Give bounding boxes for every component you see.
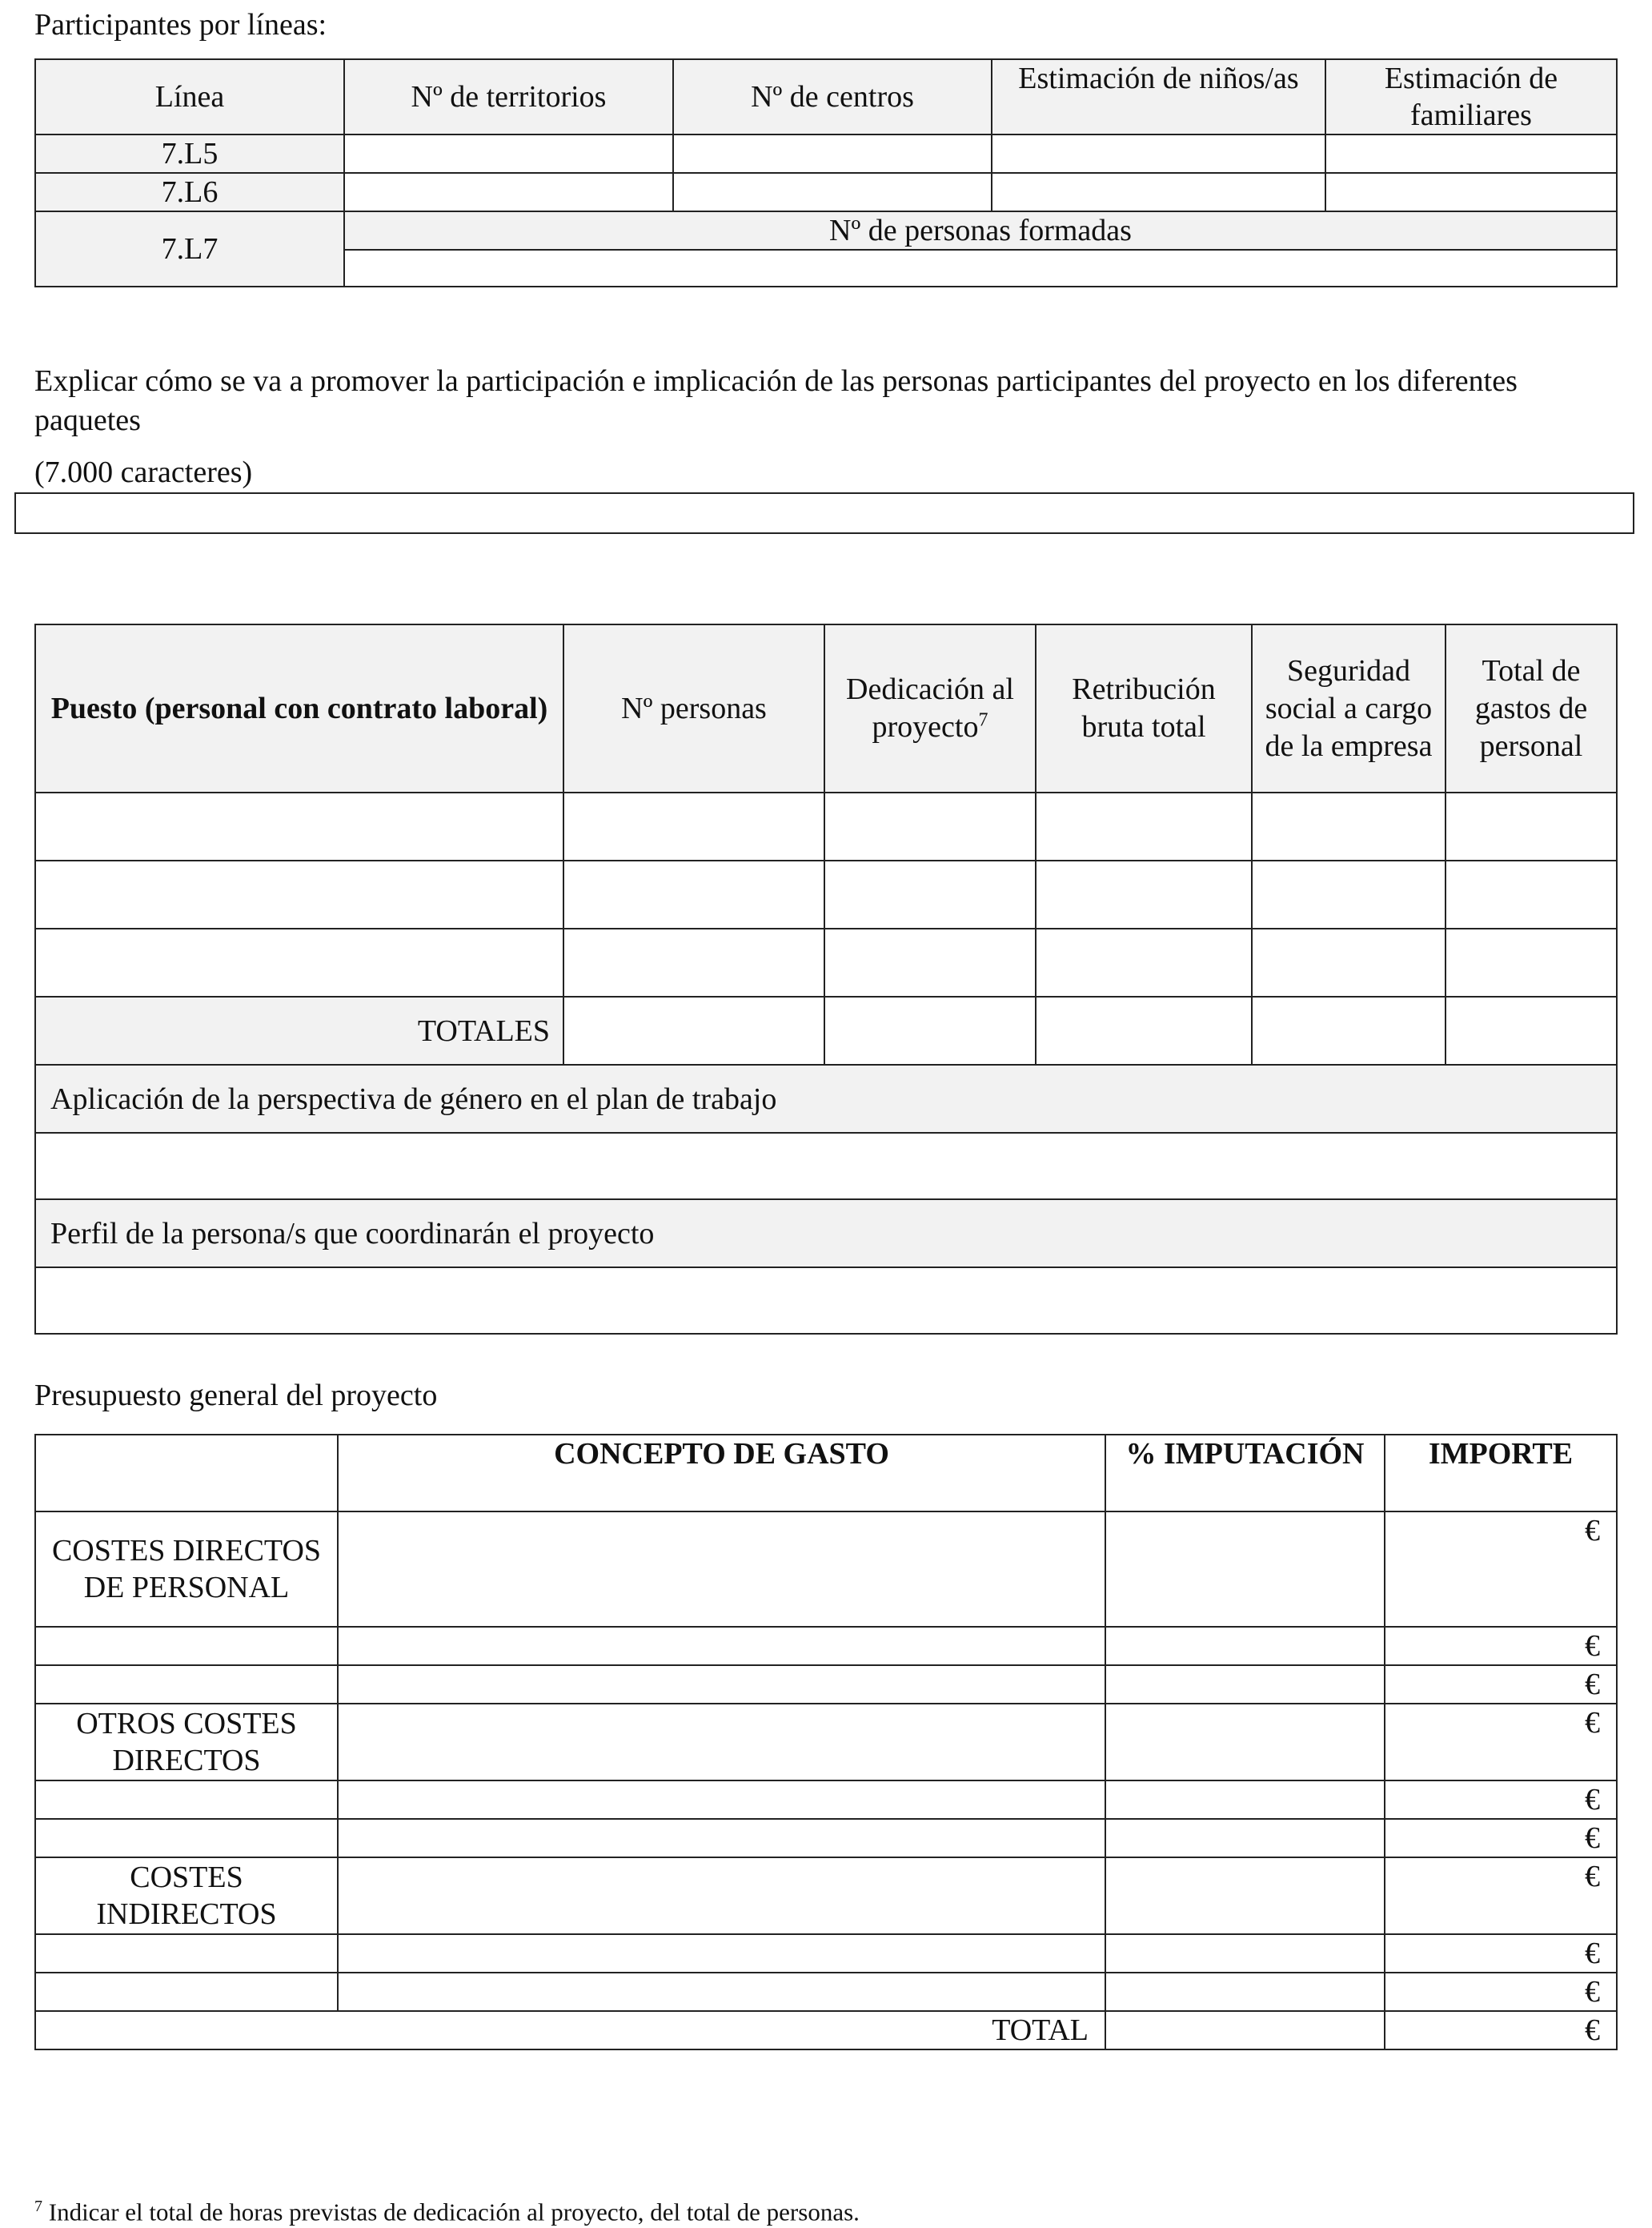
char-limit: (7.000 caracteres) <box>34 456 253 489</box>
header-ninos: Estimación de niños/as <box>992 59 1325 134</box>
header-familiares: Estimación de familiares <box>1325 59 1617 134</box>
input-cell[interactable] <box>35 861 563 929</box>
input-cell[interactable] <box>35 793 563 861</box>
input-cell[interactable] <box>338 1973 1105 2011</box>
header-seguridad-social: Seguridad social a cargo de la empresa <box>1252 624 1446 793</box>
total-label: TOTAL <box>35 2011 1105 2049</box>
budget-table <box>34 1434 1618 2050</box>
coordinator-profile-input[interactable] <box>35 1267 1617 1334</box>
input-cell[interactable] <box>338 1511 1105 1627</box>
category-indirectos: COSTES INDIRECTOS <box>35 1857 338 1934</box>
input-cell[interactable] <box>824 793 1036 861</box>
input-cell[interactable] <box>1105 1973 1385 2011</box>
input-cell[interactable] <box>673 134 992 173</box>
header-n-personas: Nº personas <box>563 624 824 793</box>
participation-instruction: Explicar cómo se va a promover la participación e implicación de las personas participantes del proyecto en los diferentes paquetes <box>34 364 1518 437</box>
input-cell[interactable] <box>824 861 1036 929</box>
personas-formadas-input[interactable] <box>344 250 1617 287</box>
input-cell[interactable] <box>1036 997 1252 1065</box>
category-personal: COSTES DIRECTOS DE PERSONAL <box>35 1511 338 1627</box>
input-cell[interactable] <box>1446 997 1617 1065</box>
input-cell[interactable] <box>1105 1665 1385 1704</box>
input-cell[interactable] <box>338 1819 1105 1857</box>
input-cell[interactable] <box>1105 1819 1385 1857</box>
row-label-l5: 7.L5 <box>35 134 344 173</box>
input-cell[interactable] <box>563 929 824 997</box>
input-cell[interactable] <box>992 173 1325 211</box>
input-cell[interactable] <box>673 173 992 211</box>
input-cell[interactable] <box>992 134 1325 173</box>
participation-answer-box[interactable] <box>14 492 1634 534</box>
header-territorios: Nº de territorios <box>344 59 673 134</box>
euro-cell[interactable]: € <box>1385 1973 1617 2011</box>
input-cell <box>35 1934 338 1973</box>
gender-perspective-label: Aplicación de la perspectiva de género en el plan de trabajo <box>35 1065 1617 1133</box>
budget-heading: Presupuesto general del proyecto <box>34 1379 438 1412</box>
input-cell[interactable] <box>338 1704 1105 1780</box>
euro-cell[interactable]: € <box>1385 1704 1617 1780</box>
input-cell[interactable] <box>1446 861 1617 929</box>
totales-label: TOTALES <box>35 997 563 1065</box>
personnel-table <box>34 624 1618 1335</box>
header-puesto: Puesto (personal con contrato laboral) <box>35 624 563 793</box>
footnote-ref: 7 <box>978 709 988 731</box>
input-cell[interactable] <box>1036 793 1252 861</box>
input-cell[interactable] <box>344 173 673 211</box>
input-cell[interactable] <box>563 793 824 861</box>
euro-cell[interactable]: € <box>1385 1665 1617 1704</box>
input-cell[interactable] <box>1105 2011 1385 2049</box>
input-cell[interactable] <box>1446 793 1617 861</box>
header-centros: Nº de centros <box>673 59 992 134</box>
input-cell[interactable] <box>1036 929 1252 997</box>
input-cell[interactable] <box>1105 1627 1385 1665</box>
input-cell[interactable] <box>1446 929 1617 997</box>
euro-cell[interactable]: € <box>1385 1511 1617 1627</box>
input-cell[interactable] <box>1252 997 1446 1065</box>
input-cell[interactable] <box>1252 793 1446 861</box>
input-cell[interactable] <box>35 929 563 997</box>
input-cell[interactable] <box>563 861 824 929</box>
header-concepto: CONCEPTO DE GASTO <box>338 1435 1105 1511</box>
input-cell[interactable] <box>1325 173 1617 211</box>
participants-heading: Participantes por líneas: <box>34 8 327 42</box>
euro-cell[interactable]: € <box>1385 1934 1617 1973</box>
input-cell[interactable] <box>338 1780 1105 1819</box>
euro-cell[interactable]: € <box>1385 1857 1617 1934</box>
input-cell[interactable] <box>338 1627 1105 1665</box>
row-label-l6: 7.L6 <box>35 173 344 211</box>
input-cell[interactable] <box>1325 134 1617 173</box>
input-cell[interactable] <box>1252 861 1446 929</box>
personas-formadas-label: Nº de personas formadas <box>344 211 1617 250</box>
input-cell[interactable] <box>1036 861 1252 929</box>
input-cell <box>35 1819 338 1857</box>
input-cell[interactable] <box>1105 1934 1385 1973</box>
coordinator-profile-label: Perfil de la persona/s que coordinarán el proyecto <box>35 1199 1617 1267</box>
header-retribucion: Retribución bruta total <box>1036 624 1252 793</box>
input-cell[interactable] <box>338 1857 1105 1934</box>
input-cell[interactable] <box>1105 1511 1385 1627</box>
euro-cell[interactable]: € <box>1385 1780 1617 1819</box>
header-total-gastos: Total de gastos de personal <box>1446 624 1617 793</box>
category-otros: OTROS COSTES DIRECTOS <box>35 1704 338 1780</box>
input-cell <box>35 1973 338 2011</box>
input-cell[interactable] <box>344 134 673 173</box>
header-importe: IMPORTE <box>1385 1435 1617 1511</box>
header-imputacion: % IMPUTACIÓN <box>1105 1435 1385 1511</box>
participants-table <box>34 58 1618 287</box>
input-cell[interactable] <box>338 1665 1105 1704</box>
footnote-text: Indicar el total de horas previstas de dedicación al proyecto, del total de personas. <box>48 2198 860 2226</box>
input-cell[interactable] <box>824 929 1036 997</box>
header-linea: Línea <box>35 59 344 134</box>
input-cell[interactable] <box>1105 1857 1385 1934</box>
footnote-number: 7 <box>34 2198 42 2215</box>
euro-cell[interactable]: € <box>1385 1627 1617 1665</box>
input-cell[interactable] <box>1252 929 1446 997</box>
row-label-l7: 7.L7 <box>35 211 344 287</box>
input-cell[interactable] <box>824 997 1036 1065</box>
input-cell[interactable] <box>1105 1704 1385 1780</box>
input-cell <box>35 1780 338 1819</box>
input-cell <box>35 1627 338 1665</box>
budget-corner-cell <box>35 1435 338 1511</box>
euro-cell[interactable]: € <box>1385 1819 1617 1857</box>
gender-perspective-input[interactable] <box>35 1133 1617 1199</box>
input-cell[interactable] <box>1105 1780 1385 1819</box>
input-cell[interactable] <box>563 997 824 1065</box>
dedicacion-label: Dedicación al proyecto <box>846 672 1014 744</box>
header-dedicacion <box>824 624 1036 793</box>
input-cell <box>35 1665 338 1704</box>
euro-cell[interactable]: € <box>1385 2011 1617 2049</box>
input-cell[interactable] <box>338 1934 1105 1973</box>
